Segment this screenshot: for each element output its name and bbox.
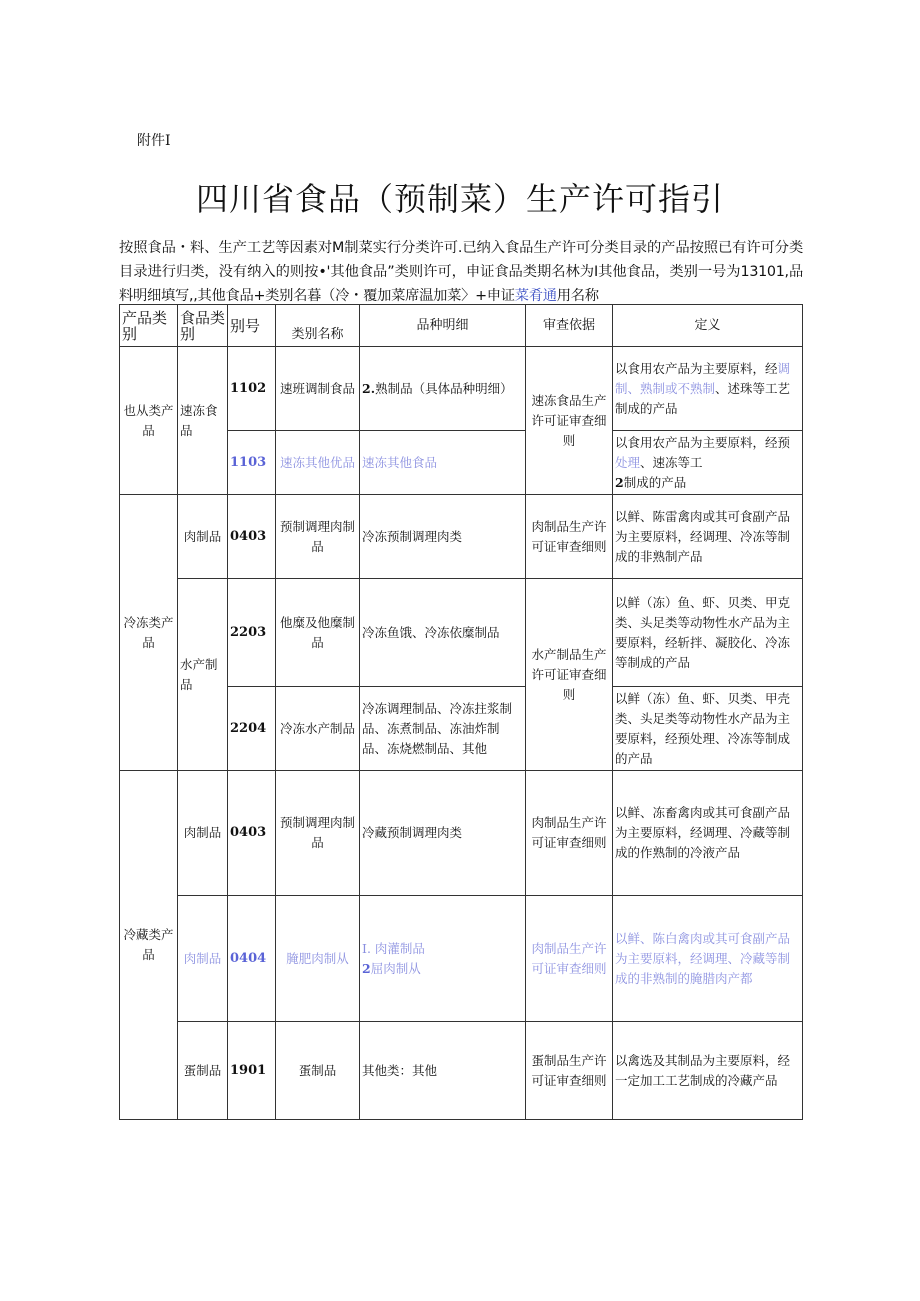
basis-cell: 肉制品生产许可证审查细则 [526, 495, 613, 579]
category-cell: 他糜及他糜制品 [276, 579, 360, 687]
table-row [120, 347, 803, 431]
intro-paragraph [119, 236, 803, 308]
attachment-label: 附件I [137, 133, 171, 149]
variety-text: 屈肉制从 [370, 960, 421, 976]
group-chilled: 冷藏类产品 [120, 771, 178, 1120]
table-row [120, 579, 803, 687]
header-variety: 品种明细 [360, 305, 526, 347]
table-row [120, 896, 803, 1022]
group-frozen: 冷冻类产品 [120, 495, 178, 771]
category-cell: 腌肥肉制从 [276, 896, 360, 1022]
document-title: 四川省食品（预制菜）生产许可指引 [195, 180, 724, 218]
license-guide-table [119, 304, 803, 1120]
table-row [120, 495, 803, 579]
table-row [120, 771, 803, 896]
definition-text: 制成的产品 [623, 474, 687, 490]
variety-number: 2. [362, 380, 376, 396]
category-cell: 速冻其他优品 [276, 431, 360, 495]
variety-cell: 冷冻预制调理肉类 [360, 495, 526, 579]
food-class-cell: 肉制品 [178, 771, 228, 896]
definition-text: 以食用农产品为主要原料，经预 [615, 434, 791, 450]
food-class-cell: 水产制品 [178, 579, 228, 771]
basis-cell: 蛋制品生产许可证审查细则 [526, 1022, 613, 1120]
definition-cell: 以鲜、冻畜禽肉或其可食副产品为主要原料，经调理、冷藏等制成的作熟制的冷液产品 [613, 771, 803, 896]
category-cell: 速班调制食品 [276, 347, 360, 431]
definition-cell [613, 431, 803, 495]
code-cell: 0403 [228, 495, 276, 579]
variety-cell: 速冻其他食品 [360, 431, 526, 495]
food-class-cell: 蛋制品 [178, 1022, 228, 1120]
variety-cell: 冷藏预制调理肉类 [360, 771, 526, 896]
header-definition: 定义 [613, 305, 803, 347]
code-cell: 1103 [228, 431, 276, 495]
intro-text-2: 用名称 [556, 288, 599, 304]
category-cell: 蛋制品 [276, 1022, 360, 1120]
variety-cell [360, 896, 526, 1022]
food-class-cell: 速冻食品 [178, 347, 228, 495]
variety-text: 熟制品（具体品种明细） [375, 380, 513, 396]
code-cell: 2204 [228, 687, 276, 771]
header-product-class: 产品类别 [120, 305, 178, 347]
definition-cell: 以鲜（冻）鱼、虾、贝类、甲壳类、头足类等动物性水产品为主要原料，经预处理、冷冻等制成的产品 [613, 687, 803, 771]
variety-number: 2 [362, 960, 371, 976]
header-food-class: 食品类别 [178, 305, 228, 347]
group-quick-frozen: 也从类产品 [120, 347, 178, 495]
header-category-name: 类别名称 [276, 305, 360, 347]
definition-cell: 以鲜、陈白禽肉或其可食副产品为主要原料，经调理、冷藏等制成的非熟制的腌腊肉产都 [613, 896, 803, 1022]
basis-cell: 水产制品生产许可证审查细则 [526, 579, 613, 771]
definition-text: 以食用农产品为主要原料，经 [615, 360, 778, 376]
definition-text-blue: 调制、熟制或不熟制 [615, 360, 791, 396]
definition-cell [613, 347, 803, 431]
variety-cell: 冷冻鱼饿、冷冻依糜制品 [360, 579, 526, 687]
definition-cell: 以鲜（冻）鱼、虾、贝类、甲克类、头足类等动物性水产品为主要原料，经斩拌、凝胶化、冷冻等制成的产品 [613, 579, 803, 687]
definition-number: 2 [615, 474, 624, 490]
code-cell: 2203 [228, 579, 276, 687]
variety-cell: 其他类：其他 [360, 1022, 526, 1120]
variety-cell: 冷冻调理制品、冷冻拄浆制品、冻煮制品、冻油炸制品、冻烧燃制品、其他 [360, 687, 526, 771]
intro-text-blue: 菜肴通 [514, 288, 557, 304]
basis-cell: 肉制品生产许可证审查细则 [526, 771, 613, 896]
food-class-cell: 肉制品 [178, 495, 228, 579]
table-row [120, 1022, 803, 1120]
definition-cell: 以禽选及其制品为主要原料，经一定加工工艺制成的冷藏产品 [613, 1022, 803, 1120]
basis-cell: 速冻食品生产许可证审查细则 [526, 347, 613, 495]
definition-text: 、述珠等工艺制成的产品 [615, 380, 791, 416]
intro-text-1: 按照食品・料、生产工艺等因素对M制菜实行分类许可.已纳入食品生产许可分类目录的产品按照已有许可分类目录进行归类，没有纳入的则按•'其他食品”类则许可，申证食品类期名林为I其他食品，类别一号为13101,品料明细填写,,其他食品+类别名暮（冷・覆加菜席温加菜〉+申证 [119, 240, 803, 304]
food-class-cell: 肉制品 [178, 896, 228, 1022]
code-cell: 0403 [228, 771, 276, 896]
basis-cell: 肉制品生产许可证审查细则 [526, 896, 613, 1022]
header-basis: 审查依据 [526, 305, 613, 347]
code-cell: 1102 [228, 347, 276, 431]
category-cell: 预制调理肉制品 [276, 771, 360, 896]
definition-cell: 以鲜、陈雷禽肉或其可食副产品为主要原料，经调理、冷冻等制成的非熟制产品 [613, 495, 803, 579]
code-cell: 0404 [228, 896, 276, 1022]
category-cell: 预制调理肉制品 [276, 495, 360, 579]
variety-cell [360, 347, 526, 431]
header-code: 别号 [228, 305, 276, 347]
variety-text: I. 肉灌制品 [362, 940, 425, 956]
definition-text-blue: 处理 [615, 454, 641, 470]
definition-text: 、速冻等工 [640, 454, 703, 470]
code-cell: 1901 [228, 1022, 276, 1120]
category-cell: 冷冻水产制品 [276, 687, 360, 771]
